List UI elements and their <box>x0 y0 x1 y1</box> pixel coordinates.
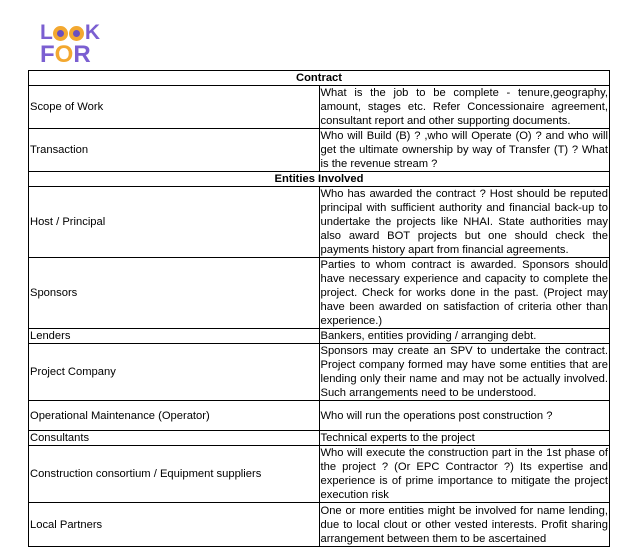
row-key: Scope of Work <box>29 86 320 129</box>
table-row <box>29 129 610 172</box>
table-row <box>29 401 610 431</box>
table-row <box>29 187 610 258</box>
table-row <box>29 431 610 446</box>
section-heading-row <box>29 71 610 86</box>
row-value: Bankers, entities providing / arranging debt. <box>319 329 610 344</box>
row-value: Who will Build (B) ? ,who will Operate (O) ? and who will get the ultimate ownership by way of Transfer (T) ? What is the revenue stream ? <box>320 130 608 170</box>
section-heading-row <box>29 172 610 187</box>
logo-eye-icon <box>53 26 68 41</box>
row-value: One or more entities might be involved for name lending, due to local clout or other vested interests. Profit sharing arrangement between them to be ascertained <box>320 504 608 545</box>
row-key: Consultants <box>29 431 320 446</box>
row-key: Sponsors <box>29 258 320 329</box>
table-row <box>29 258 610 329</box>
look-for-logo <box>40 22 100 68</box>
row-value: Who has awarded the contract ? Host should be reputed principal with sufficient authority and financial back-up to undertake the projects like NHAI. State authorities may also award BOT projects but one should check the payments history apart from financial agreements. <box>320 188 608 256</box>
section-heading: Contract <box>29 71 610 86</box>
row-key: Operational Maintenance (Operator) <box>29 401 320 431</box>
section-heading: Entities Involved <box>29 172 610 187</box>
logo-top-line: L K <box>40 21 100 44</box>
row-value: Who will execute the construction part in the 1st phase of the project ? (Or EPC Contractor ?) Its expertise and experience is of prime importance to mitigate the project execution risk <box>320 447 608 501</box>
row-value: Parties to whom contract is awarded. Sponsors should have necessary experience and capacity to complete the project. Check for works done in the past. (Project may have been awarded on satisfaction of criteria other than experience.) <box>320 259 608 327</box>
table-row <box>29 344 610 401</box>
contract-table <box>28 70 610 547</box>
row-value: Who will run the operations post construction ? <box>319 401 610 431</box>
row-key: Project Company <box>29 344 320 401</box>
row-value: Sponsors may create an SPV to undertake the contract. Project company formed may have some entities that are lending only their name and may not be actually involved. Such arrangements need to be understood. <box>320 345 608 399</box>
row-key: Transaction <box>29 129 320 172</box>
table-row <box>29 446 610 503</box>
row-key: Lenders <box>29 329 320 344</box>
row-key: Construction consortium / Equipment suppliers <box>29 446 320 503</box>
row-key: Local Partners <box>29 503 320 547</box>
logo-bottom-line: F O R <box>40 41 91 68</box>
table-row <box>29 503 610 547</box>
row-value: What is the job to be complete - tenure,geography, amount, stages etc. Refer Concessionaire agreement, consultant report and other supporting documents. <box>320 87 608 127</box>
row-value: Technical experts to the project <box>319 431 610 446</box>
table-row <box>29 329 610 344</box>
logo-eye-icon <box>69 26 84 41</box>
table-row <box>29 86 610 129</box>
row-key: Host / Principal <box>29 187 320 258</box>
